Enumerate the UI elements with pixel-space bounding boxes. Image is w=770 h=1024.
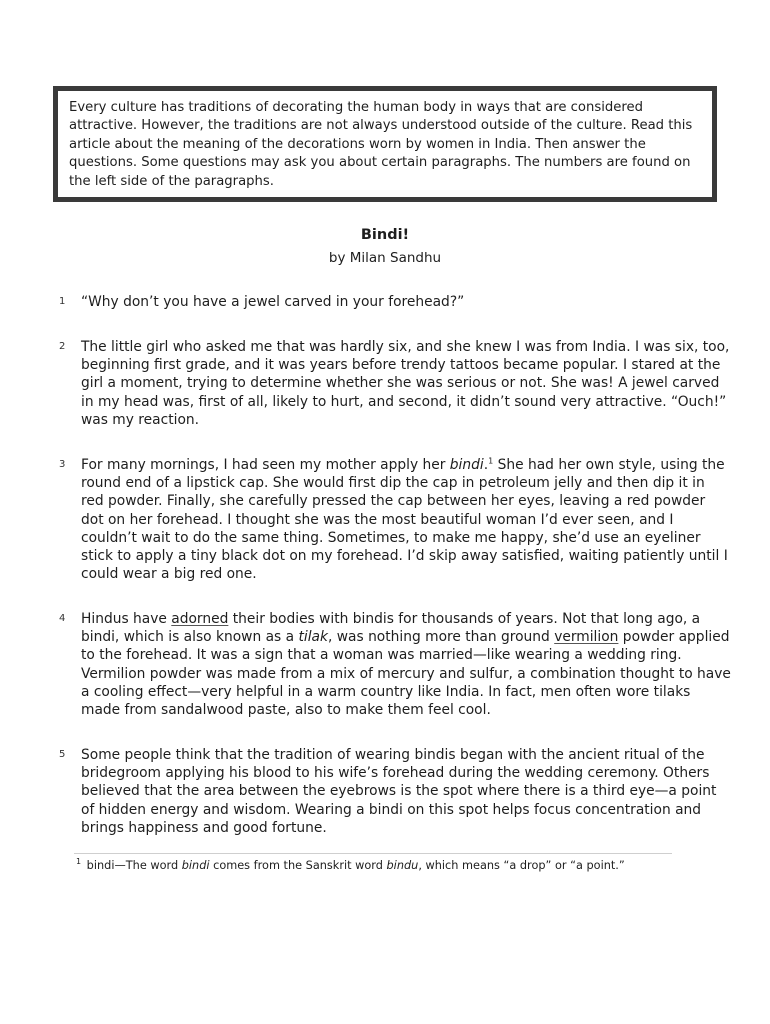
paragraph-text: For many mornings, I had seen my mother apply her bbox=[81, 457, 450, 473]
paragraph-text: The little girl who asked me that was hardly six, and she knew I was from India. I was six, too, beginning first grade, and it was years before trendy tattoos became popular. I stared at the girl a moment, trying to determine whether she was serious or not. She was! A jewel carved in my head was, first of all, likely to hurt, and second, it didn’t sound very attractive. “Ouch!” was my reaction. bbox=[81, 339, 730, 428]
italic-term: bindu bbox=[386, 859, 419, 872]
paragraph-text: “Why don’t you have a jewel carved in your forehead?” bbox=[81, 294, 465, 310]
underlined-word-adorned: adorned bbox=[171, 611, 229, 627]
footnote-text: comes from the Sanskrit word bbox=[209, 859, 387, 872]
paragraph-number: 1 bbox=[59, 296, 66, 307]
paragraph-text: Some people think that the tradition of wearing bindis began with the ancient ritual of the bridegroom applying his blood to his wife’s forehead during the wedding ceremony. Others believed that the area between the eyebrows is the spot where there is a third eye—a point of hidden energy and wisdom. Wearing a bindi on this spot helps focus concentration and brings happiness and good fortune. bbox=[81, 747, 717, 836]
footnote-text: , which means “a drop” or “a point.” bbox=[418, 859, 625, 872]
underlined-word-vermilion: vermilion bbox=[554, 629, 619, 646]
footnote-text: bindi—The word bbox=[83, 859, 182, 872]
paragraph-5 bbox=[81, 746, 731, 837]
italic-term: bindi bbox=[181, 859, 210, 872]
paragraph-text: powder applied to the forehead. It was a sign that a woman was married—like wearing a wedding ring. Vermilion powder was made from a mix of mercury and sulfur, a combination thought to have a cooling effect—very helpful in a warm country like India. In fact, men often wore tilaks made from sandalwood paste, also to make them feel cool. bbox=[81, 629, 731, 719]
italic-term: tilak bbox=[298, 629, 328, 646]
paragraph-3 bbox=[81, 456, 731, 583]
paragraph-2 bbox=[81, 338, 731, 429]
paragraph-text: Hindus have bbox=[81, 611, 172, 627]
paragraph-number: 4 bbox=[59, 613, 66, 624]
paragraph-text: . bbox=[483, 457, 489, 473]
paragraph-4 bbox=[81, 610, 731, 719]
italic-term: bindi bbox=[449, 457, 484, 473]
article-title: Bindi! bbox=[360, 227, 410, 243]
intro-text: Every culture has traditions of decorating the human body in ways that are considered attractive. However, the traditions are not always understood outside of the culture. Read this article about the meaning of the decorations worn by women in India. Then answer the questions. Some questions may ask you about certain paragraphs. The numbers are found on the left side of the paragraphs. bbox=[69, 100, 693, 189]
footnote-mark: 1 bbox=[76, 857, 82, 867]
paragraph-text: , was nothing more than ground bbox=[327, 629, 555, 646]
footnote-divider bbox=[74, 853, 672, 854]
paragraph-1 bbox=[81, 293, 731, 311]
paragraph-number: 3 bbox=[59, 459, 66, 470]
paragraph-number: 5 bbox=[59, 749, 66, 760]
footnote-reference: 1 bbox=[488, 456, 494, 466]
paragraph-number: 2 bbox=[59, 341, 66, 352]
paragraph-text: their bodies with bindis for thousands of years. Not that long ago, a bindi, which is also known as a bbox=[81, 611, 701, 646]
paragraph-text: She had her own style, using the round end of a lipstick cap. She would first dip the cap in petroleum jelly and then dip it in red powder. Finally, she carefully pressed the cap between her eyes, leaving a red powder dot on her forehead. I thought she was the most beautiful woman I’d ever seen, and I couldn’t wait to do the same thing. Sometimes, to make me happy, she’d use an eyeliner stick to apply a tiny black dot on my forehead. I’d skip away satisfied, waiting patiently until I could wear a big red one. bbox=[81, 457, 728, 583]
footnote bbox=[76, 858, 716, 873]
article-byline: by Milan Sandhu bbox=[328, 250, 442, 266]
intro-box bbox=[53, 86, 717, 202]
